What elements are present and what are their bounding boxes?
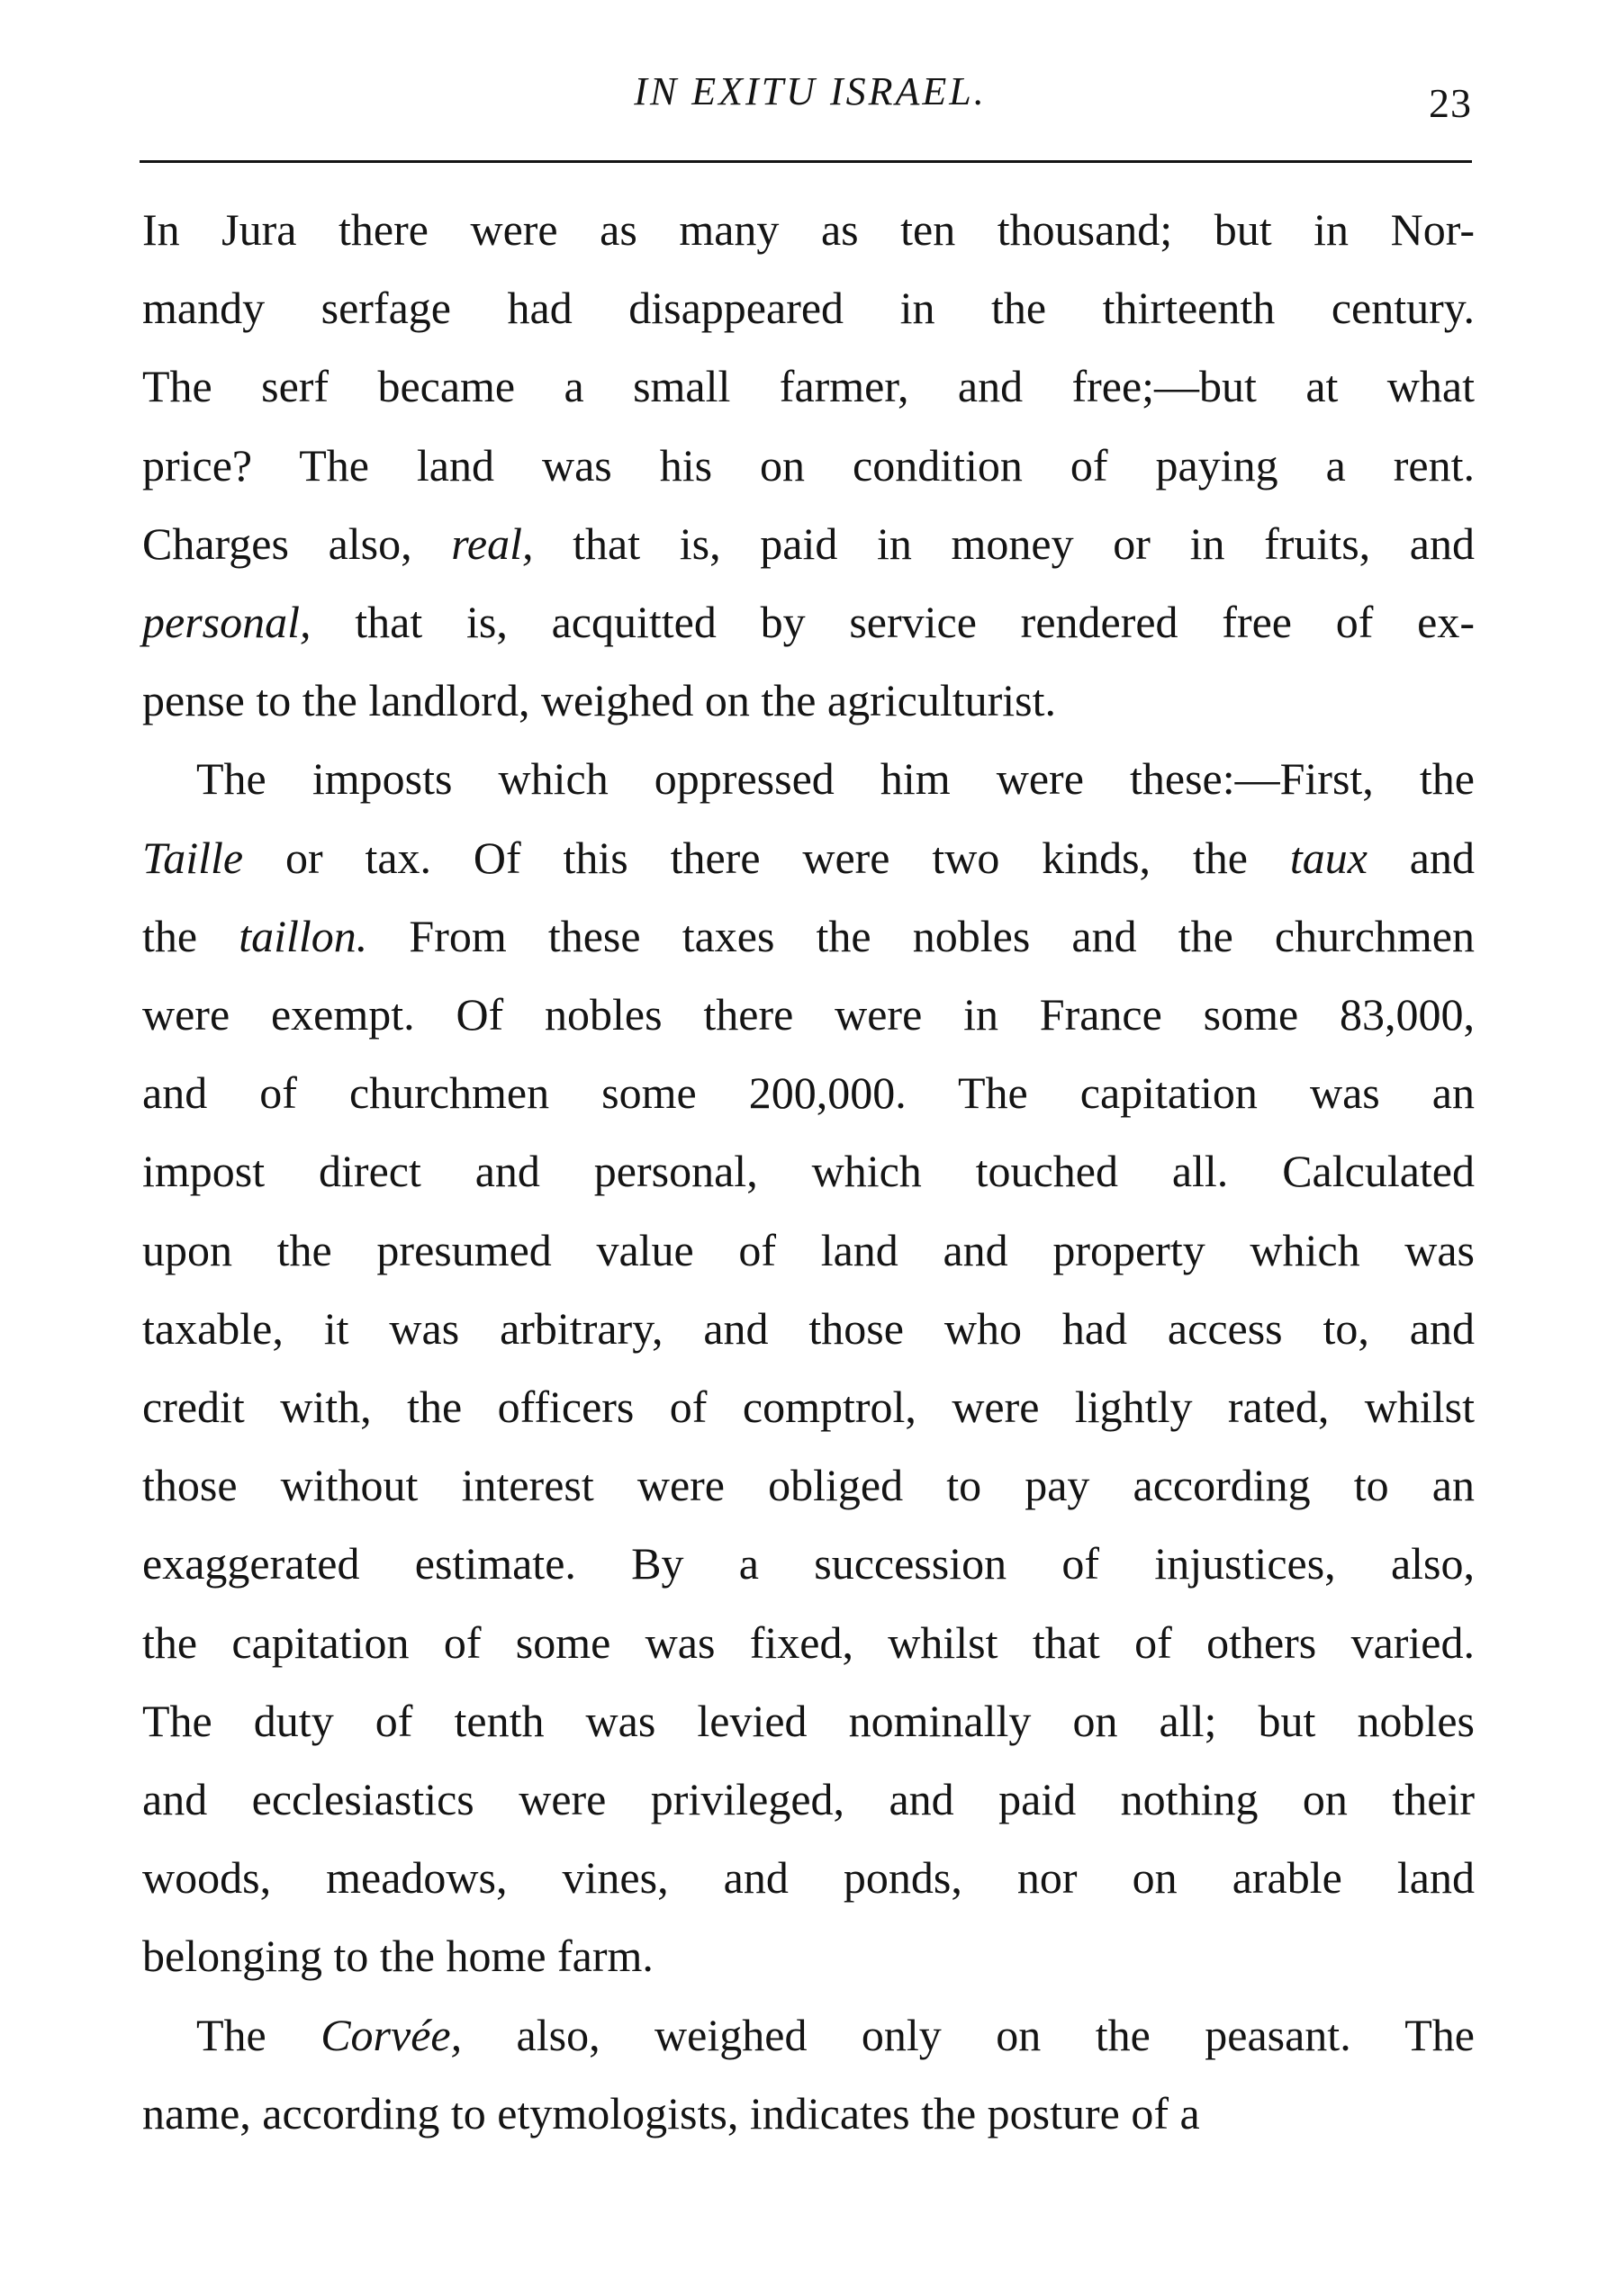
text-line (142, 583, 1475, 662)
text-line: name, according to etymologists, indicates the posture of a (142, 2087, 1200, 2138)
text-segment: also, weighed only on the peasant. The (462, 2009, 1475, 2060)
text-line: belonging to the home farm. (142, 1931, 654, 1982)
text-line: credit with, the officers of comptrol, were lightly rated, whilst (142, 1382, 1475, 1433)
text-line: and of churchmen some 200,000. The capitation was an (142, 1067, 1475, 1119)
italic-term: taux (1289, 832, 1368, 883)
italic-term: Taille (142, 832, 244, 883)
text-line: the capitation of some was fixed, whilst that of others varied. (142, 1616, 1475, 1668)
text-segment: that is, acquitted by service rendered free of ex- (311, 597, 1475, 648)
text-line: upon the presumed value of land and property which was (142, 1224, 1475, 1275)
italic-term: personal, (142, 597, 311, 648)
text-segment: that is, paid in money or in fruits, and (533, 518, 1476, 569)
text-line: mandy serfage had disappeared in the thirteenth century. (142, 283, 1475, 334)
text-line: impost direct and personal, which touched all. Calculated (142, 1146, 1475, 1197)
text-line: The duty of tenth was levied nominally on all; but nobles (142, 1695, 1475, 1746)
text-segment: Charges also, (142, 518, 452, 569)
text-line: exaggerated estimate. By a succession of injustices, also, (142, 1538, 1475, 1589)
text-line: In Jura there were as many as ten thousand; but in Nor- (142, 204, 1475, 255)
page-number: 23 (1429, 80, 1472, 126)
italic-term: real, (451, 518, 534, 569)
text-line: pense to the landlord, weighed on the agriculturist. (142, 675, 1057, 726)
running-title: IN EXITU ISRAEL. (634, 69, 987, 113)
text-segment: or tax. Of this there were two kinds, the (243, 832, 1290, 883)
italic-term: taillon. (239, 910, 368, 961)
italic-term: Corvée, (320, 2009, 463, 2060)
text-line: and ecclesiastics were privileged, and paid nothing on their (142, 1774, 1475, 1825)
text-line: The serf became a small farmer, and free;—but at what (142, 361, 1475, 412)
text-line (142, 897, 1475, 976)
page-header (140, 52, 1481, 124)
text-line: were exempt. Of nobles there were in France some 83,000, (142, 989, 1475, 1040)
text-line: taxable, it was arbitrary, and those who had access to, and (142, 1302, 1475, 1354)
paragraph-3 (142, 1996, 1475, 2153)
text-segment: The (196, 2009, 321, 2060)
text-segment: and (1367, 832, 1475, 883)
body-text (142, 191, 1475, 2153)
text-line (142, 819, 1475, 897)
text-line: The imposts which oppressed him were these:—First, the (196, 753, 1475, 805)
header-rule (140, 160, 1472, 163)
text-line: price? The land was his on condition of paying a rent. (142, 439, 1475, 491)
text-line: those without interest were obliged to pay according to an (142, 1460, 1475, 1511)
text-segment: From these taxes the nobles and the churchmen (367, 910, 1475, 961)
paragraph-1 (142, 191, 1475, 740)
paragraph-2 (142, 740, 1475, 1995)
text-line: woods, meadows, vines, and ponds, nor on arable land (142, 1852, 1475, 1904)
text-segment: the (142, 910, 239, 961)
text-line (142, 505, 1475, 583)
text-line (142, 1996, 1475, 2075)
